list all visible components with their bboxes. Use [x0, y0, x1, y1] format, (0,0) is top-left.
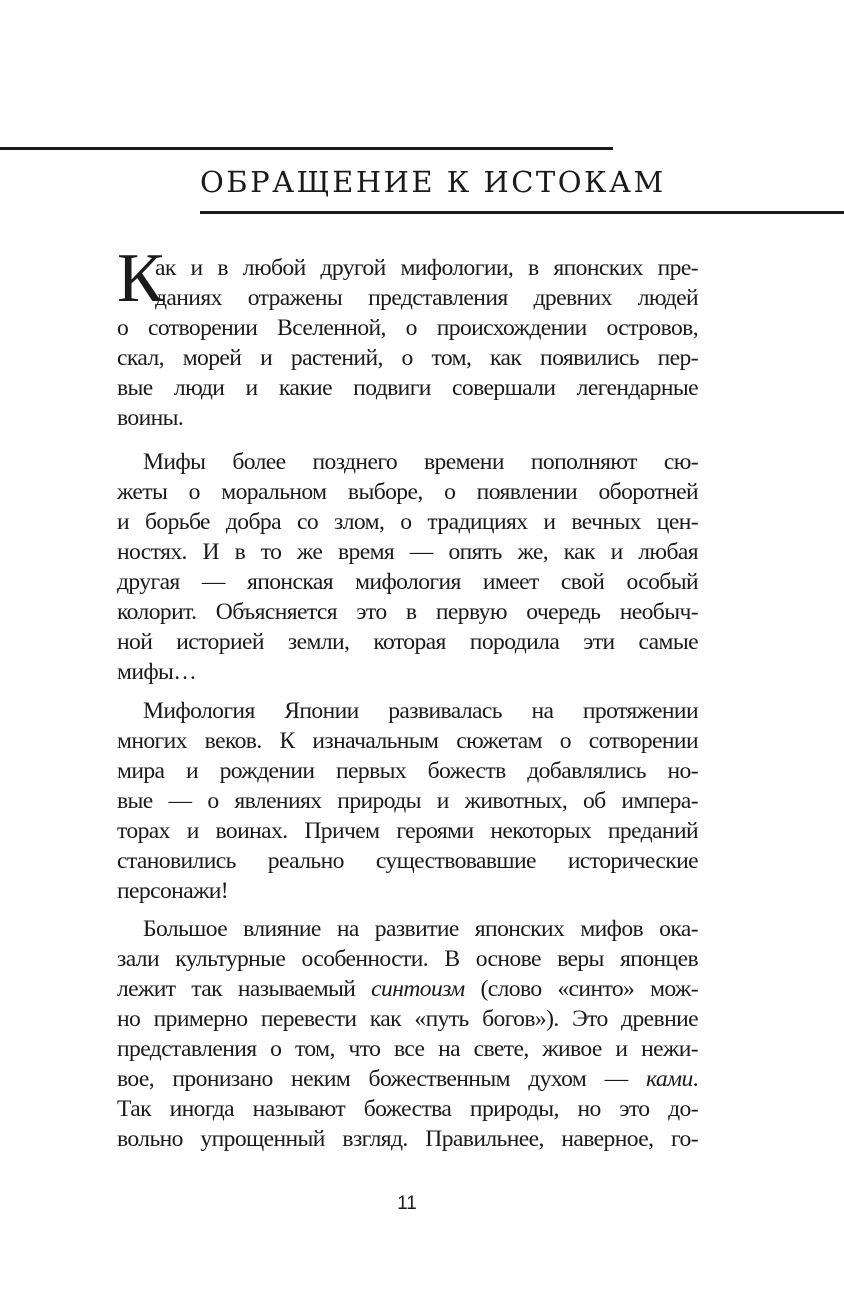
bottom-rule	[200, 211, 844, 214]
text-line: другая — японская мифология имеет свой особый	[117, 569, 698, 595]
text-run: вое, пронизано неким божественным духом —	[117, 1066, 646, 1092]
top-rule	[0, 147, 613, 150]
text-run: (слово «синто» мож-	[464, 976, 698, 1002]
text-line	[117, 974, 698, 1004]
text-line: Так иногда называют божества природы, но это до-	[117, 1096, 698, 1122]
text-line: представления о том, что все на свете, живое и нежи-	[117, 1036, 698, 1062]
text-line: воины.	[117, 405, 184, 431]
text-line: персонажи!	[117, 878, 229, 904]
text-line: торах и воинах. Причем героями некоторых преданий	[117, 818, 698, 844]
page-number: 11	[397, 1193, 417, 1214]
text-run: лежит так называемый	[117, 976, 372, 1002]
text-line: Большое влияние на развитие японских мифов ока-	[143, 916, 698, 942]
text-line: вые — о явлениях природы и животных, об импера-	[117, 788, 698, 814]
text-line: Мифология Японии развивалась на протяжении	[143, 698, 698, 724]
text-run: .	[692, 1066, 698, 1092]
text-line: Мифы более позднего времени пополняют сю-	[143, 449, 698, 475]
text-line: становились реально существовавшие исторические	[117, 848, 698, 874]
text-line	[117, 1064, 698, 1094]
text-line: жеты о моральном выборе, о появлении оборотней	[117, 479, 698, 505]
text-line: ной историей земли, которая породила эти самые	[117, 629, 698, 655]
text-line: но примерно перевести как «путь богов»). Это древние	[117, 1006, 698, 1032]
text-line: и борьбе добра со злом, о традициях и вечных цен-	[117, 509, 698, 535]
chapter-title: ОБРАЩЕНИЕ К ИСТОКАМ	[200, 165, 666, 199]
text-line: вольно упрощенный взгляд. Правильнее, наверное, го-	[117, 1126, 698, 1152]
text-line: даниях отражены представления древних людей	[155, 285, 698, 311]
paragraph-2	[117, 447, 698, 687]
text-line: ностях. И в то же время — опять же, как и любая	[117, 539, 698, 565]
drop-cap: К	[117, 240, 164, 317]
term-kami: ками	[645, 1066, 693, 1092]
term-shintoism: синтоизм	[371, 976, 465, 1002]
text-line: мира и рождении первых божеств добавлялись но-	[117, 758, 698, 784]
text-line: ак и в любой другой мифологии, в японских пре-	[155, 255, 698, 281]
text-line: многих веков. К изначальным сюжетам о сотворении	[117, 728, 698, 754]
text-line: вые люди и какие подвиги совершали легендарные	[117, 375, 698, 401]
text-line: колорит. Объясняется это в первую очередь необыч-	[117, 599, 698, 625]
text-line: о сотворении Вселенной, о происхождении островов,	[117, 315, 698, 341]
paragraph-3	[117, 696, 698, 906]
paragraph-1	[117, 253, 698, 433]
text-line: мифы…	[117, 659, 197, 685]
text-line: зали культурные особенности. В основе веры японцев	[117, 946, 698, 972]
paragraph-4	[117, 914, 698, 1154]
text-line: скал, морей и растений, о том, как появились пер-	[117, 345, 698, 371]
